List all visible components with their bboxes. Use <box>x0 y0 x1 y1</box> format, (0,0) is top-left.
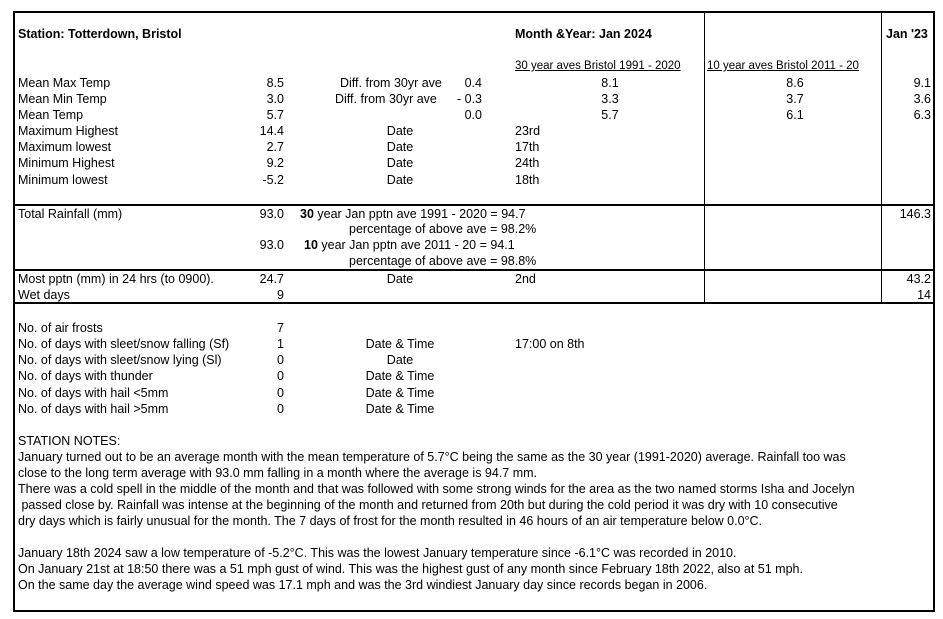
wet-days-value: 9 <box>277 288 284 302</box>
days-extra-label: Date & Time <box>365 402 435 416</box>
prev-value: 9.1 <box>913 76 931 90</box>
divider-col-10yr <box>704 11 705 303</box>
diff-value: 0.4 <box>464 76 482 90</box>
extreme-date: 18th <box>515 173 540 187</box>
ave10-value: 3.7 <box>786 92 804 106</box>
notes-line: On January 21st at 18:50 there was a 51 mph gust of wind. This was the highest gust of any month since February 18th 2022, also at 51 mph. <box>18 562 803 576</box>
extreme-label: Minimum lowest <box>18 173 108 187</box>
extreme-date-label: Date <box>386 124 414 138</box>
extreme-date: 17th <box>515 140 540 154</box>
month-year-title: Month &Year: Jan 2024 <box>515 27 652 41</box>
days-value: 1 <box>277 337 284 351</box>
diff-value: - 0.3 <box>456 92 482 106</box>
ave10-bold: 10 <box>304 238 318 252</box>
days-label: No. of days with sleet/snow lying (Sl) <box>18 353 222 367</box>
rainfall-label: Total Rainfall (mm) <box>18 207 123 221</box>
pptn-value: 24.7 <box>259 272 284 286</box>
days-extra: 17:00 on 8th <box>515 337 585 351</box>
divider-rain-pptn <box>13 269 935 271</box>
ave10-value: 8.6 <box>786 76 804 90</box>
diff-label: Diff. from 30yr ave <box>335 92 437 106</box>
days-value: 0 <box>277 402 284 416</box>
extreme-date: 23rd <box>515 124 541 138</box>
border-top <box>13 11 935 13</box>
extreme-label: Maximum Highest <box>18 124 119 138</box>
divider-temps-rain <box>13 204 935 206</box>
days-extra-label: Date & Time <box>365 337 435 351</box>
ave30-value: 5.7 <box>601 108 619 122</box>
temp-label: Mean Max Temp <box>18 76 111 90</box>
notes-line: passed close by. Rainfall was intense at the beginning of the month and returned from 20th but during the cold period it was dry with 10 consecutive <box>18 498 838 512</box>
diff-value: 0.0 <box>464 108 482 122</box>
extreme-date-label: Date <box>386 173 414 187</box>
extreme-value: -5.2 <box>262 173 284 187</box>
temp-value: 8.5 <box>266 76 284 90</box>
extreme-date: 24th <box>515 156 540 170</box>
ave30-bold: 30 <box>300 207 314 221</box>
pptn-prev: 43.2 <box>906 272 931 286</box>
extreme-date-label: Date <box>386 156 414 170</box>
rainfall-value-2: 93.0 <box>259 238 284 252</box>
days-value: 0 <box>277 386 284 400</box>
days-extra-label: Date & Time <box>365 386 435 400</box>
border-left <box>13 11 15 612</box>
ave10-value: 6.1 <box>786 108 804 122</box>
rainfall-ave10 <box>304 238 515 252</box>
temp-value: 3.0 <box>266 92 284 106</box>
pptn-date: 2nd <box>515 272 536 286</box>
rainfall-prev: 146.3 <box>899 207 931 221</box>
days-extra-label: Date & Time <box>365 369 435 383</box>
wet-days-prev: 14 <box>917 288 931 302</box>
days-label: No. of days with sleet/snow falling (Sf) <box>18 337 230 351</box>
temp-label: Mean Min Temp <box>18 92 107 106</box>
notes-line: January turned out to be an average month with the mean temperature of 5.7°C being the same as the 30 year (1991-2020) average. Rainfall too was <box>18 450 846 464</box>
notes-heading: STATION NOTES: <box>18 434 121 448</box>
rainfall-pct2: percentage of above ave = 98.8% <box>349 254 537 268</box>
ave10-text: year Jan pptn ave 2011 - 20 = 94.1 <box>317 238 515 252</box>
ave30-text: year Jan pptn ave 1991 - 2020 = 94.7 <box>313 207 526 221</box>
prev-value: 6.3 <box>913 108 931 122</box>
divider-pptn-days <box>13 302 935 304</box>
rainfall-ave30 <box>300 207 526 221</box>
temp-value: 5.7 <box>266 108 284 122</box>
ave10-header: 10 year aves Bristol 2011 - 20 <box>707 60 859 72</box>
days-value: 0 <box>277 369 284 383</box>
extreme-value: 9.2 <box>266 156 284 170</box>
ave30-value: 8.1 <box>601 76 619 90</box>
notes-line: On the same day the average wind speed was 17.1 mph and was the 3rd windiest January day since records began in 2006. <box>18 578 708 592</box>
extreme-date-label: Date <box>386 140 414 154</box>
diff-label: Diff. from 30yr ave <box>340 76 442 90</box>
pptn-date-label: Date <box>386 272 414 286</box>
extreme-label: Maximum lowest <box>18 140 112 154</box>
extreme-value: 14.4 <box>259 124 284 138</box>
divider-col-prev <box>881 11 882 303</box>
notes-line: dry days which is fairly unusual for the month. The 7 days of frost for the month resulted in 46 hours of an air temperature below 0.0°C. <box>18 514 763 528</box>
notes-line: There was a cold spell in the middle of the month and that was followed with some strong winds for the area as the two named storms Isha and Jocelyn <box>18 482 855 496</box>
prev-value: 3.6 <box>913 92 931 106</box>
days-label: No. of days with thunder <box>18 369 153 383</box>
ave30-header: 30 year aves Bristol 1991 - 2020 <box>515 60 681 72</box>
notes-line: close to the long term average with 93.0 mm falling in a month where the average is 94.7 mm. <box>18 466 538 480</box>
wet-days-label: Wet days <box>18 288 70 302</box>
rainfall-pct1: percentage of above ave = 98.2% <box>349 222 537 236</box>
days-label: No. of air frosts <box>18 321 103 335</box>
pptn-label: Most pptn (mm) in 24 hrs (to 0900). <box>18 272 214 286</box>
border-right <box>933 11 935 612</box>
rainfall-value: 93.0 <box>259 207 284 221</box>
days-label: No. of days with hail >5mm <box>18 402 169 416</box>
notes-line: January 18th 2024 saw a low temperature of -5.2°C. This was the lowest January temperature since -6.1°C was recorded in 2010. <box>18 546 737 560</box>
extreme-label: Minimum Highest <box>18 156 115 170</box>
days-extra-label: Date <box>386 353 414 367</box>
days-value: 7 <box>277 321 284 335</box>
border-bottom <box>13 610 935 612</box>
ave30-value: 3.3 <box>601 92 619 106</box>
temp-label: Mean Temp <box>18 108 84 122</box>
extreme-value: 2.7 <box>266 140 284 154</box>
days-value: 0 <box>277 353 284 367</box>
station-title: Station: Totterdown, Bristol <box>18 27 182 41</box>
prev-year-title: Jan '23 <box>886 27 928 41</box>
days-label: No. of days with hail <5mm <box>18 386 169 400</box>
